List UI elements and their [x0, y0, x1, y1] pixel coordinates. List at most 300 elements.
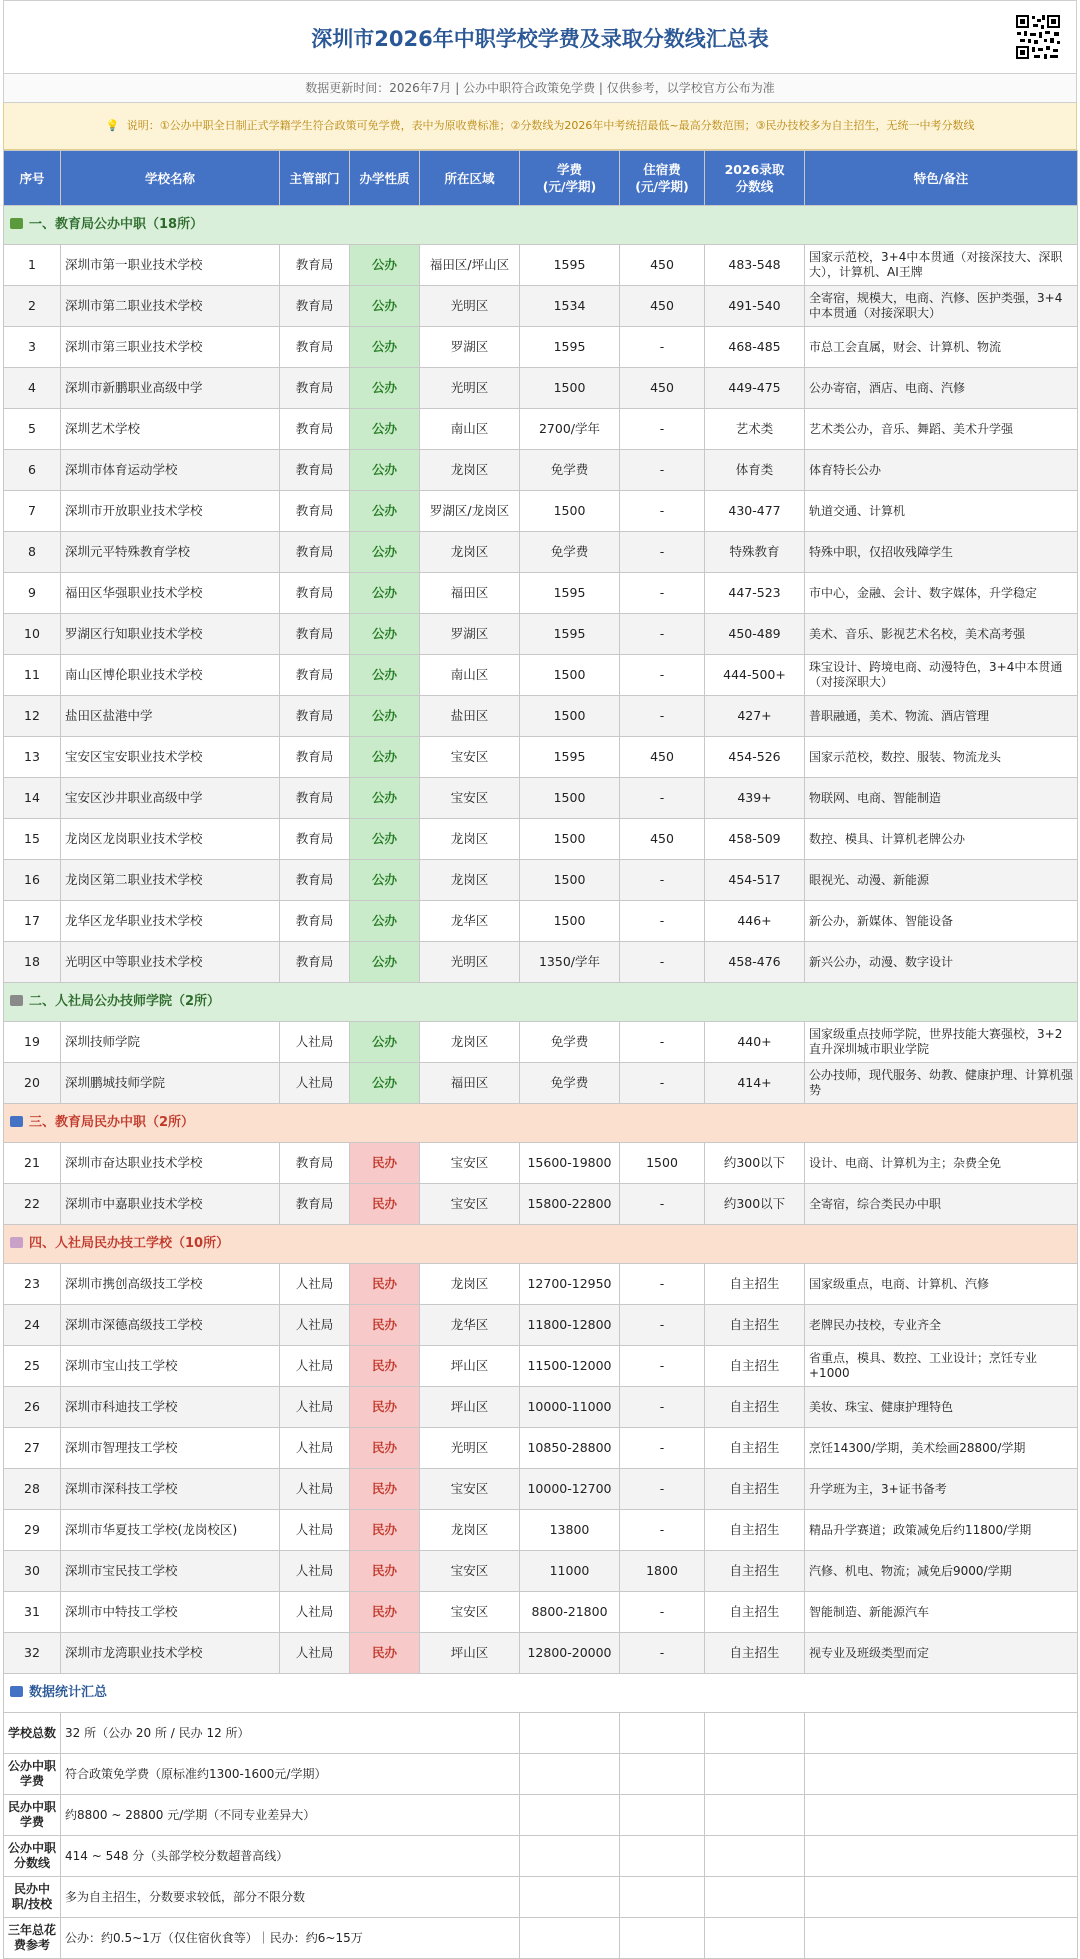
row-index: 30 — [4, 1551, 61, 1592]
row-index: 8 — [4, 532, 61, 573]
title-bar — [3, 0, 1077, 73]
admission-score: 约300以下 — [705, 1184, 805, 1225]
district: 宝安区 — [420, 1592, 520, 1633]
empty-cell — [705, 1795, 805, 1836]
tuition: 1500 — [520, 901, 620, 942]
table-body — [4, 206, 1078, 1959]
district: 宝安区 — [420, 1551, 520, 1592]
dorm-fee: - — [620, 409, 705, 450]
update-info: 数据更新时间：2026年7月 | 公办中职符合政策免学费 | 仅供参考，以学校官方公布为准 — [3, 73, 1077, 103]
department: 人社局 — [280, 1469, 350, 1510]
school-type: 民办 — [350, 1305, 420, 1346]
remarks: 轨道交通、计算机 — [805, 491, 1078, 532]
admission-score: 447-523 — [705, 573, 805, 614]
department: 人社局 — [280, 1592, 350, 1633]
department: 人社局 — [280, 1428, 350, 1469]
table-row — [4, 368, 1078, 409]
tuition: 1595 — [520, 573, 620, 614]
school-name: 深圳市携创高级技工学校 — [61, 1264, 280, 1305]
admission-score: 约300以下 — [705, 1143, 805, 1184]
tuition: 12700-12950 — [520, 1264, 620, 1305]
school-name: 深圳元平特殊教育学校 — [61, 532, 280, 573]
row-index: 31 — [4, 1592, 61, 1633]
section-header — [4, 983, 1078, 1022]
dorm-fee: - — [620, 1387, 705, 1428]
school-type: 公办 — [350, 491, 420, 532]
admission-score: 449-475 — [705, 368, 805, 409]
section-title: 四、人社局民办技工学校（10所） — [29, 1236, 230, 1251]
row-index: 22 — [4, 1184, 61, 1225]
school-type: 民办 — [350, 1428, 420, 1469]
district: 龙岗区 — [420, 1510, 520, 1551]
district: 南山区 — [420, 409, 520, 450]
admission-score: 483-548 — [705, 245, 805, 286]
remarks: 视专业及班级类型而定 — [805, 1633, 1078, 1674]
tuition: 免学费 — [520, 532, 620, 573]
tuition: 免学费 — [520, 1063, 620, 1104]
table-row — [4, 655, 1078, 696]
district: 龙岗区 — [420, 532, 520, 573]
department: 教育局 — [280, 1184, 350, 1225]
district: 罗湖区/龙岗区 — [420, 491, 520, 532]
summary-value: 414 ~ 548 分（头部学校分数超普高线） — [61, 1836, 520, 1877]
empty-cell — [520, 1754, 620, 1795]
summary-label: 民办中职/技校 — [4, 1877, 61, 1918]
admission-score: 454-526 — [705, 737, 805, 778]
school-type: 公办 — [350, 409, 420, 450]
empty-cell — [805, 1754, 1078, 1795]
empty-cell — [705, 1754, 805, 1795]
dorm-fee: 450 — [620, 368, 705, 409]
district: 龙岗区 — [420, 1264, 520, 1305]
remarks: 新兴公办，动漫、数字设计 — [805, 942, 1078, 983]
summary-value: 多为自主招生，分数要求较低，部分不限分数 — [61, 1877, 520, 1918]
admission-score: 440+ — [705, 1022, 805, 1063]
tuition: 1595 — [520, 245, 620, 286]
remarks: 美妆、珠宝、健康护理特色 — [805, 1387, 1078, 1428]
remarks: 数控、模具、计算机老牌公办 — [805, 819, 1078, 860]
district: 光明区 — [420, 368, 520, 409]
empty-cell — [805, 1836, 1078, 1877]
school-name: 深圳市深科技工学校 — [61, 1469, 280, 1510]
column-header: 学校名称 — [61, 151, 280, 206]
row-index: 29 — [4, 1510, 61, 1551]
school-name: 深圳市中嘉职业技术学校 — [61, 1184, 280, 1225]
table-row — [4, 1551, 1078, 1592]
tuition: 13800 — [520, 1510, 620, 1551]
admission-score: 自主招生 — [705, 1633, 805, 1674]
empty-cell — [520, 1877, 620, 1918]
school-name: 龙岗区第二职业技术学校 — [61, 860, 280, 901]
district: 宝安区 — [420, 1143, 520, 1184]
tuition: 1500 — [520, 368, 620, 409]
admission-score: 自主招生 — [705, 1387, 805, 1428]
admission-score: 414+ — [705, 1063, 805, 1104]
department: 教育局 — [280, 286, 350, 327]
empty-cell — [520, 1836, 620, 1877]
books-icon — [10, 218, 23, 229]
dorm-fee: - — [620, 1264, 705, 1305]
summary-label: 学校总数 — [4, 1713, 61, 1754]
summary-row — [4, 1795, 1078, 1836]
school-name: 光明区中等职业技术学校 — [61, 942, 280, 983]
table-row — [4, 1063, 1078, 1104]
school-name: 深圳市智理技工学校 — [61, 1428, 280, 1469]
school-name: 深圳技师学院 — [61, 1022, 280, 1063]
summary-row — [4, 1754, 1078, 1795]
district: 宝安区 — [420, 737, 520, 778]
empty-cell — [620, 1877, 705, 1918]
department: 教育局 — [280, 573, 350, 614]
district: 坪山区 — [420, 1633, 520, 1674]
tuition: 11000 — [520, 1551, 620, 1592]
remarks: 国家级重点，电商、计算机、汽修 — [805, 1264, 1078, 1305]
school-name: 深圳市奋达职业技术学校 — [61, 1143, 280, 1184]
table-row — [4, 860, 1078, 901]
tuition: 15600-19800 — [520, 1143, 620, 1184]
admission-score: 444-500+ — [705, 655, 805, 696]
remarks: 升学班为主，3+证书备考 — [805, 1469, 1078, 1510]
school-name: 深圳市开放职业技术学校 — [61, 491, 280, 532]
school-type: 民办 — [350, 1592, 420, 1633]
empty-cell — [520, 1918, 620, 1959]
tuition: 10000-12700 — [520, 1469, 620, 1510]
tuition: 1500 — [520, 778, 620, 819]
dorm-fee: - — [620, 1346, 705, 1387]
summary-row — [4, 1713, 1078, 1754]
admission-score: 458-476 — [705, 942, 805, 983]
table-row — [4, 327, 1078, 368]
dorm-fee: 450 — [620, 245, 705, 286]
school-type: 公办 — [350, 450, 420, 491]
row-index: 16 — [4, 860, 61, 901]
section-header — [4, 206, 1078, 245]
tuition: 1500 — [520, 655, 620, 696]
column-header: 主管部门 — [280, 151, 350, 206]
school-type: 公办 — [350, 778, 420, 819]
school-type: 公办 — [350, 942, 420, 983]
table-row — [4, 491, 1078, 532]
row-index: 6 — [4, 450, 61, 491]
page — [3, 0, 1077, 1952]
tuition: 2700/学年 — [520, 409, 620, 450]
remarks: 国家示范校，3+4中本贯通（对接深技大、深职大），计算机、AI王牌 — [805, 245, 1078, 286]
district: 福田区 — [420, 1063, 520, 1104]
department: 人社局 — [280, 1510, 350, 1551]
department: 教育局 — [280, 409, 350, 450]
table-row — [4, 573, 1078, 614]
row-index: 4 — [4, 368, 61, 409]
column-header: 所在区域 — [420, 151, 520, 206]
column-header: 2026录取 分数线 — [705, 151, 805, 206]
row-index: 28 — [4, 1469, 61, 1510]
tuition: 15800-22800 — [520, 1184, 620, 1225]
school-type: 公办 — [350, 245, 420, 286]
column-header: 办学性质 — [350, 151, 420, 206]
row-index: 20 — [4, 1063, 61, 1104]
remarks: 新公办，新媒体、智能设备 — [805, 901, 1078, 942]
district: 龙岗区 — [420, 1022, 520, 1063]
district: 罗湖区 — [420, 614, 520, 655]
school-name: 深圳鹏城技师学院 — [61, 1063, 280, 1104]
remarks: 设计、电商、计算机为主；杂费全免 — [805, 1143, 1078, 1184]
dorm-fee: - — [620, 901, 705, 942]
dorm-fee: - — [620, 450, 705, 491]
tuition: 1500 — [520, 696, 620, 737]
district: 盐田区 — [420, 696, 520, 737]
admission-score: 体育类 — [705, 450, 805, 491]
empty-cell — [805, 1795, 1078, 1836]
dorm-fee: - — [620, 532, 705, 573]
dorm-fee: - — [620, 1510, 705, 1551]
department: 人社局 — [280, 1264, 350, 1305]
empty-cell — [805, 1877, 1078, 1918]
school-name: 深圳市中特技工学校 — [61, 1592, 280, 1633]
remarks: 国家示范校，数控、服装、物流龙头 — [805, 737, 1078, 778]
table-row — [4, 819, 1078, 860]
school-name: 深圳市龙湾职业技术学校 — [61, 1633, 280, 1674]
admission-score: 430-477 — [705, 491, 805, 532]
table-row — [4, 1633, 1078, 1674]
school-name: 深圳市深德高级技工学校 — [61, 1305, 280, 1346]
school-name: 盐田区盐港中学 — [61, 696, 280, 737]
remarks: 全寄宿，综合类民办中职 — [805, 1184, 1078, 1225]
row-index: 10 — [4, 614, 61, 655]
admission-score: 468-485 — [705, 327, 805, 368]
summary-value: 约8800 ~ 28800 元/学期（不同专业差异大） — [61, 1795, 520, 1836]
tuition: 10850-28800 — [520, 1428, 620, 1469]
department: 人社局 — [280, 1063, 350, 1104]
dorm-fee: - — [620, 1633, 705, 1674]
school-name: 福田区华强职业技术学校 — [61, 573, 280, 614]
admission-score: 439+ — [705, 778, 805, 819]
empty-cell — [620, 1713, 705, 1754]
department: 教育局 — [280, 1143, 350, 1184]
district: 龙岗区 — [420, 450, 520, 491]
row-index: 32 — [4, 1633, 61, 1674]
empty-cell — [520, 1795, 620, 1836]
column-header: 住宿费 (元/学期) — [620, 151, 705, 206]
admission-score: 艺术类 — [705, 409, 805, 450]
dorm-fee: - — [620, 860, 705, 901]
admission-score: 特殊教育 — [705, 532, 805, 573]
table-row — [4, 778, 1078, 819]
remarks: 艺术类公办，音乐、舞蹈、美术升学强 — [805, 409, 1078, 450]
dorm-fee: 450 — [620, 737, 705, 778]
empty-cell — [705, 1713, 805, 1754]
school-name: 宝安区沙井职业高级中学 — [61, 778, 280, 819]
row-index: 18 — [4, 942, 61, 983]
table-row — [4, 696, 1078, 737]
district: 罗湖区 — [420, 327, 520, 368]
summary-label: 公办中职分数线 — [4, 1836, 61, 1877]
remarks: 老牌民办技校，专业齐全 — [805, 1305, 1078, 1346]
section-title: 一、教育局公办中职（18所） — [29, 217, 204, 232]
row-index: 24 — [4, 1305, 61, 1346]
district: 宝安区 — [420, 778, 520, 819]
tuition: 免学费 — [520, 1022, 620, 1063]
summary-row — [4, 1836, 1078, 1877]
row-index: 12 — [4, 696, 61, 737]
admission-score: 446+ — [705, 901, 805, 942]
summary-row — [4, 1877, 1078, 1918]
empty-cell — [805, 1713, 1078, 1754]
table-row — [4, 737, 1078, 778]
school-type: 民办 — [350, 1633, 420, 1674]
row-index: 13 — [4, 737, 61, 778]
tuition: 11500-12000 — [520, 1346, 620, 1387]
table-row — [4, 1428, 1078, 1469]
school-name: 龙岗区龙岗职业技术学校 — [61, 819, 280, 860]
table-row — [4, 409, 1078, 450]
school-type: 公办 — [350, 860, 420, 901]
remarks: 烹饪14300/学期，美术绘画28800/学期 — [805, 1428, 1078, 1469]
school-type: 公办 — [350, 573, 420, 614]
tuition: 12800-20000 — [520, 1633, 620, 1674]
school-type: 民办 — [350, 1387, 420, 1428]
school-type: 公办 — [350, 368, 420, 409]
department: 教育局 — [280, 327, 350, 368]
row-index: 23 — [4, 1264, 61, 1305]
admission-score: 自主招生 — [705, 1428, 805, 1469]
school-type: 公办 — [350, 1063, 420, 1104]
school-type: 民办 — [350, 1346, 420, 1387]
school-type: 民办 — [350, 1469, 420, 1510]
page-title: 深圳市2026年中职学校学费及录取分数线汇总表 — [311, 27, 769, 51]
table-row — [4, 1387, 1078, 1428]
school-type: 民办 — [350, 1510, 420, 1551]
qr-code-icon — [1014, 13, 1062, 61]
row-index: 2 — [4, 286, 61, 327]
department: 教育局 — [280, 450, 350, 491]
department: 教育局 — [280, 778, 350, 819]
admission-score: 458-509 — [705, 819, 805, 860]
table-row — [4, 1510, 1078, 1551]
district: 福田区 — [420, 573, 520, 614]
dorm-fee: - — [620, 778, 705, 819]
row-index: 25 — [4, 1346, 61, 1387]
remarks: 汽修、机电、物流；减免后9000/学期 — [805, 1551, 1078, 1592]
remarks: 物联网、电商、智能制造 — [805, 778, 1078, 819]
school-type: 公办 — [350, 614, 420, 655]
admission-score: 自主招生 — [705, 1551, 805, 1592]
district: 龙华区 — [420, 901, 520, 942]
summary-header — [4, 1674, 1078, 1713]
district: 龙岗区 — [420, 860, 520, 901]
dorm-fee: 450 — [620, 819, 705, 860]
row-index: 19 — [4, 1022, 61, 1063]
department: 人社局 — [280, 1387, 350, 1428]
wrench-icon — [10, 995, 23, 1006]
district: 龙华区 — [420, 1305, 520, 1346]
row-index: 3 — [4, 327, 61, 368]
tuition: 免学费 — [520, 450, 620, 491]
table-row — [4, 450, 1078, 491]
table-row — [4, 1305, 1078, 1346]
dorm-fee: - — [620, 573, 705, 614]
tuition: 1500 — [520, 819, 620, 860]
department: 教育局 — [280, 614, 350, 655]
row-index: 1 — [4, 245, 61, 286]
remarks: 珠宝设计、跨境电商、动漫特色，3+4中本贯通（对接深职大） — [805, 655, 1078, 696]
department: 教育局 — [280, 368, 350, 409]
row-index: 9 — [4, 573, 61, 614]
school-name: 深圳市华夏技工学校(龙岗校区) — [61, 1510, 280, 1551]
district: 坪山区 — [420, 1346, 520, 1387]
summary-title: 数据统计汇总 — [29, 1685, 108, 1700]
table-row — [4, 1264, 1078, 1305]
tuition: 1350/学年 — [520, 942, 620, 983]
school-type: 公办 — [350, 327, 420, 368]
admission-score: 自主招生 — [705, 1264, 805, 1305]
school-name: 深圳市宝山技工学校 — [61, 1346, 280, 1387]
row-index: 21 — [4, 1143, 61, 1184]
notice-banner — [3, 103, 1077, 150]
table-row — [4, 1143, 1078, 1184]
department: 人社局 — [280, 1305, 350, 1346]
admission-score: 自主招生 — [705, 1592, 805, 1633]
table-row — [4, 1469, 1078, 1510]
row-index: 17 — [4, 901, 61, 942]
department: 教育局 — [280, 491, 350, 532]
column-header: 学费 (元/学期) — [520, 151, 620, 206]
dorm-fee: 1500 — [620, 1143, 705, 1184]
school-type: 公办 — [350, 819, 420, 860]
dorm-fee: - — [620, 1063, 705, 1104]
admission-score: 自主招生 — [705, 1305, 805, 1346]
school-type: 民办 — [350, 1184, 420, 1225]
school-table — [3, 150, 1078, 1959]
district: 宝安区 — [420, 1469, 520, 1510]
table-row — [4, 901, 1078, 942]
table-row — [4, 1184, 1078, 1225]
empty-cell — [520, 1713, 620, 1754]
empty-cell — [705, 1836, 805, 1877]
row-index: 27 — [4, 1428, 61, 1469]
school-type: 公办 — [350, 696, 420, 737]
tuition: 1595 — [520, 737, 620, 778]
dorm-fee: 450 — [620, 286, 705, 327]
row-index: 14 — [4, 778, 61, 819]
district: 龙岗区 — [420, 819, 520, 860]
remarks: 公办技师，现代服务、幼教、健康护理、计算机强势 — [805, 1063, 1078, 1104]
summary-value: 32 所（公办 20 所 / 民办 12 所） — [61, 1713, 520, 1754]
dorm-fee: - — [620, 1592, 705, 1633]
table-row — [4, 286, 1078, 327]
department: 教育局 — [280, 942, 350, 983]
dorm-fee: - — [620, 1305, 705, 1346]
tuition: 1534 — [520, 286, 620, 327]
department: 教育局 — [280, 860, 350, 901]
district: 宝安区 — [420, 1184, 520, 1225]
department: 教育局 — [280, 737, 350, 778]
dorm-fee: - — [620, 327, 705, 368]
school-name: 深圳市新鹏职业高级中学 — [61, 368, 280, 409]
tuition: 1500 — [520, 860, 620, 901]
summary-label: 三年总花费参考 — [4, 1918, 61, 1959]
tuition: 8800-21800 — [520, 1592, 620, 1633]
school-type: 公办 — [350, 737, 420, 778]
department: 教育局 — [280, 819, 350, 860]
school-type: 民办 — [350, 1264, 420, 1305]
summary-label: 民办中职学费 — [4, 1795, 61, 1836]
book-icon — [10, 1116, 23, 1127]
school-type: 公办 — [350, 655, 420, 696]
school-type: 公办 — [350, 286, 420, 327]
summary-value: 符合政策免学费（原标准约1300-1600元/学期） — [61, 1754, 520, 1795]
notice-text: 说明：①公办中职全日制正式学籍学生符合政策可免学费，表中为原收费标准；②分数线为2026年中考统招最低~最高分数范围；③民办技校多为自主招生，无统一中考分数线 — [126, 119, 975, 132]
school-name: 深圳市科迪技工学校 — [61, 1387, 280, 1428]
